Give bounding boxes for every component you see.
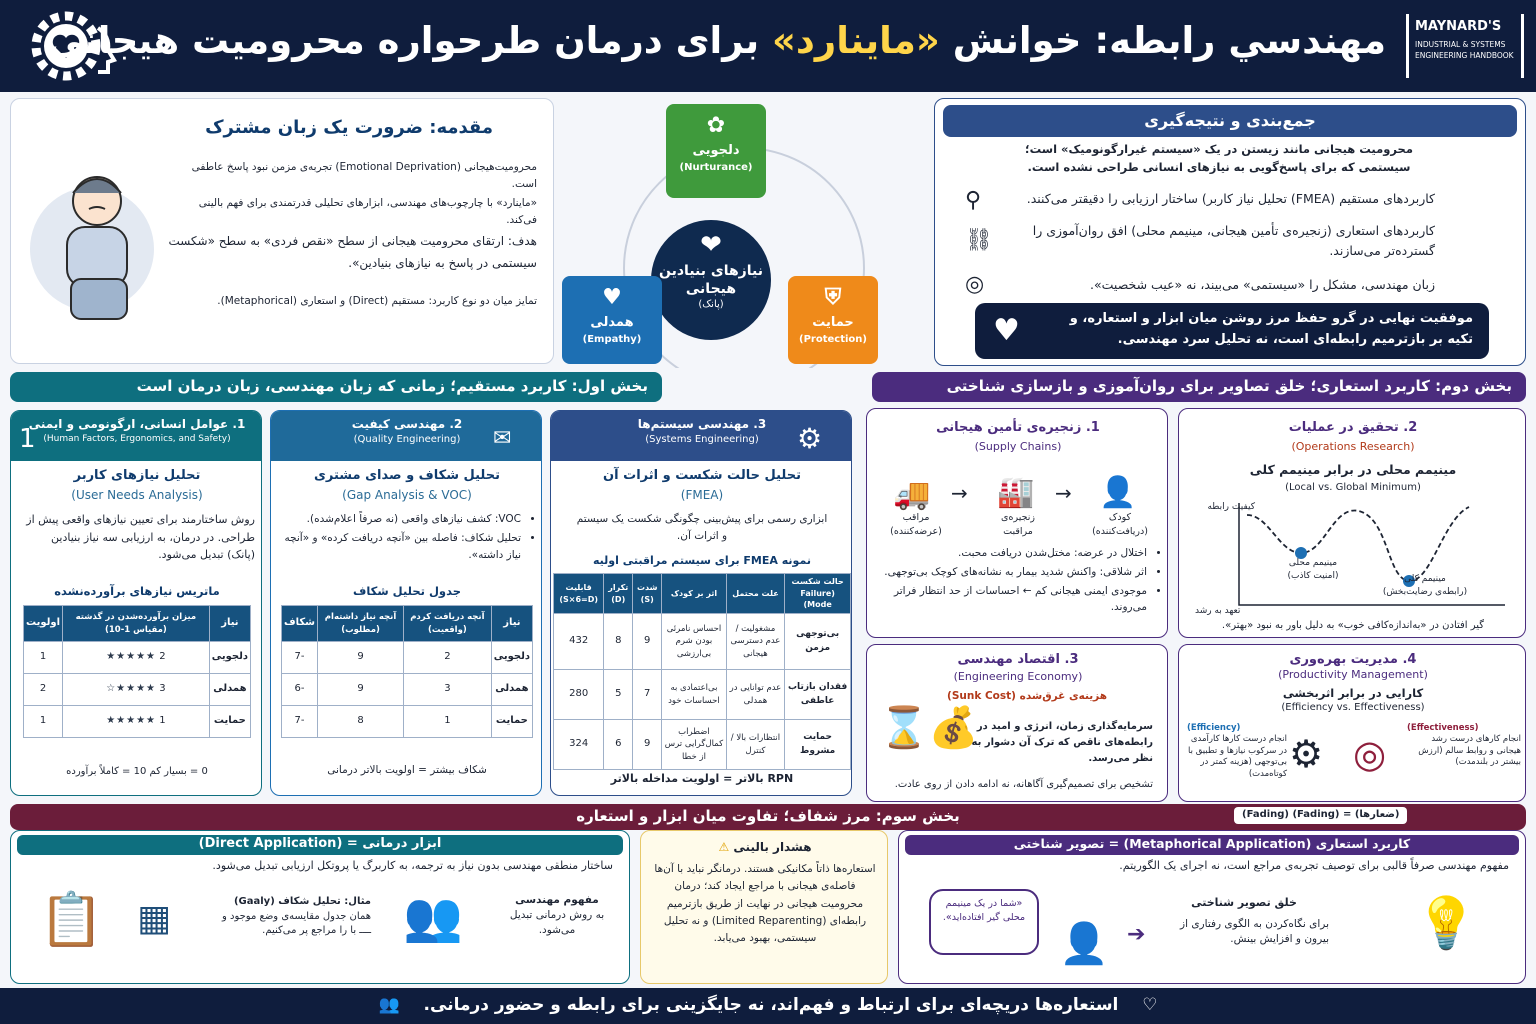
speech-bubbles-icon: ✉ [493,426,512,451]
checklist-icon: 📋 [39,890,104,950]
supply-node-chain: زنجیره‌ی مراقبت [1001,512,1035,537]
people-heart-icon: ♥ [602,285,622,310]
p2-card-3 [866,644,1168,802]
p1-card-3 [550,410,852,796]
shield-icon: ⛨ [824,285,842,310]
p2c3-title: 3. اقتصاد مهندسی [957,652,1079,667]
intro-p3: هدف: ارتقای محرومیت هیجانی از سطح «نقص فردی» به سطح «شکست سیستمی در پاسخ به نیازهای بنیادین». [168,234,537,270]
p1-card-1 [10,410,262,796]
p2-card-2 [1178,408,1526,638]
part3-bar: بخش سوم: مرز شفاف؛ تفاوت میان ابزار و استعاره (Fading) (Fading) = (ضعارها) [10,804,1526,830]
handbook-logo: MAYNARD'S INDUSTRIAL & SYSTEMS ENGINEERING HANDBOOK [1406,14,1524,78]
arrow-icon: → [951,481,968,505]
p2c3-bullet: تشخیص برای تصمیم‌گیری آگاهانه، نه ادامه دادن از روی عادت. [894,779,1153,790]
metaphorical-application-card [898,830,1526,984]
gear-icon: ⚙ [797,422,823,455]
p1c2-title: تحلیل شکاف و صدای مشتری [313,468,500,483]
p2c4-subtitle: کارایی در برابر اثربخشی [1282,686,1424,700]
magnifier-icon: ⚲ [965,188,982,213]
p2c2-note: گیر افتادن در «به‌اندازه‌کافی خوب» به دلیل باور به نبود «بهتر». [1221,620,1485,631]
therapy-session-icon: 👥 [403,889,463,945]
sprout-hand-icon: ✿ [706,113,726,138]
p1c1-title-en: (User Needs Analysis) [71,488,203,502]
number-badge: 1 [19,424,36,454]
warning-title: هشدار بالینی ⚠ [718,840,812,854]
p2-card-4 [1178,644,1526,802]
p1c3-title-en: (FMEA) [680,488,724,502]
p2c2-title-en: (Operations Research) [1291,440,1415,453]
heart-hands-icon: ♡ [1142,995,1158,1015]
p2c1-title: 1. زنجیره‌ی تأمین هیجانی [936,420,1100,435]
p1-card-2-header: 2. مهندسی کیفیت (Quality Engineering) [271,411,542,461]
fading-tag: (Fading) (Fading) = (ضعارها) [1234,807,1407,824]
gap-analysis-table: نیاز آنچه دریافت کردم (واقعیت) آنچه نیاز داشته‌ام (مطلوب) شکاف دلجویی 2 9 -7 همدلی 3 9 -6 حمایت 1 8 -7 [281,605,533,738]
p1c2-bullets: • VOC: کشف نیازهای واقعی (نه صرفاً اعلام‌شده). • تحلیل شکاف: فاصله بین «آنچه دریافت کرده» و «آنچه نیاز داشته». [281,511,535,565]
local-min-label: مینیمم محلی (امنیت کاذب) [1287,558,1339,582]
intro-p4: تمایز میان دو نوع کاربرد: مستقیم (Direct) و استعاری (Metaphorical). [217,295,537,307]
chain-link-icon: ⛓ [965,228,993,253]
money-bag-hourglass-icon: 💰⌛ [879,705,979,751]
summary-card [934,98,1526,366]
supply-node-child: کودک (دریافت‌کننده) [1092,512,1148,537]
direct-title: ابزار درمانی = (Direct Application) [17,835,623,855]
p2c4-title: 4. مدیریت بهره‌وری [1289,652,1417,667]
p2c3-title-en: (Engineering Economy) [953,670,1083,683]
footer-text: استعاره‌ها دریچه‌ای برای ارتباط و فهم‌اند، نه جایگزینی برای رابطه و حضور درمانی. [423,995,1119,1015]
child-icon: 👤 [1099,475,1137,510]
p2c2-subtitle-en: (Local vs. Global Minimum) [1285,482,1421,493]
global-min-label: مینیمم کلی (رابطه‌ی رضایت‌بخش) [1382,574,1468,598]
intro-title: مقدمه: ضرورت یک زبان مشترک [205,117,493,138]
head-lightbulb-icon: 💡 [1415,894,1478,952]
efficiency-block: (Efficiency) انجام درست کارها کارآمدی در سرکوب نیازها و تطبیق با بی‌توجهی (هزینه کمتر در کوتاه‌مدت) [1187,723,1287,779]
direct-concept: مفهوم مهندسی به روش درمانی تبدیل می‌شود. [509,894,605,937]
target-icon: ◎ [965,272,985,297]
target-arrow-icon: ◎ [1353,732,1387,776]
p1c1-note: 0 = بسیار کم 10 = کاملاً برآورده [66,766,208,777]
clinical-warning-card [640,830,888,984]
summary-i2: کاربردهای استعاری (زنجیره‌ی تأمین هیجانی، مینیمم محلی) افق روان‌آموزی را گسترده‌تر می‌سازند. [1032,223,1435,258]
p1c3-title: تحلیل حالت شکست و اثرات آن [603,468,801,483]
meta-bullet: مفهوم مهندسی صرفاً قالبی برای توصیف تجربه‌ی مراجع است، نه اجرای یک الگوریتم. [1119,859,1509,872]
p2c3-text: سرمایه‌گذاری زمان، انرژی و امید در رابطه‌های ناقص که ترک آن دشوار به نظر می‌رسد. [971,721,1153,764]
sad-child-icon [27,149,157,349]
curve-x-label: تعهد به رشد [1195,606,1241,616]
p1-card-2 [270,410,542,796]
intro-p1: محرومیت‌هیجانی (Emotional Deprivation) تجربه‌ی مزمن نبود پاسخ عاطفی است. [191,161,537,190]
p2c2-subtitle: مینیمم محلی در برابر مینیمم کلی [1249,462,1457,477]
truck-icon: 🚚 [893,477,931,512]
summary-title: جمع‌بندی و نتیجه‌گیری [943,105,1517,137]
factory-icon: 🏭 [997,475,1035,510]
fmea-table: حالت شکست (Failure Mode) علت محتمل اثر بر کودک شدت (S) تکرار (D) قابلیت (S×6=D) بی‌توجهی مزمن مشغولیت / عدم دسترسی هیجانی احساس نامرئی بودن شرم بی‌ارزشی 9 8 432 فقدان بازتاب عاطفی عدم توانایی در همدلی بی‌اعتمادی به احساسات خود 7 5 280 حمایت مشروط انتظارات بالا / کنترل اضطراب کمال‌گرایی ترس از خطا 9 6 324 [553,573,851,770]
p2c3-subtitle: هزینه‌ی غرق‌شده (Sunk Cost) [947,690,1107,702]
p1-card-3-header: 3. مهندسی سیستم‌ها (Systems Engineering) [551,411,852,461]
p1-card-1-header: 1. عوامل انسانی، ارگونومی و ایمنی (Human Factors, Ergonomics, and Safety) [11,411,262,461]
table-sheet-icon: ▦ [137,898,172,939]
heart-icon: ♥ [993,313,1020,348]
need-empathy: ♥ همدلی (Empathy) [562,276,662,364]
p1c3-note: RPN بالاتر = اولویت مداخله بالاتر [610,772,794,785]
arrow-icon: → [1055,481,1072,505]
page-title: مهندسي رابطه: خوانش «ماینارد» برای درمان طرحواره محرومیت هیجانی [46,19,1386,62]
warning-icon: ⚠ [718,840,730,854]
direct-bullet: ساختار منطقی مهندسی بدون نیاز به ترجمه، به کاربرگ یا پروتکل ارزیابی تبدیل می‌شود. [212,859,613,872]
quote-bubble: «شما در یک مینیمم محلی گیر افتاده‌اید». [929,889,1039,955]
direct-application-card [10,830,630,984]
p1c2-title-en: (Gap Analysis & VOC) [342,488,472,502]
gear-icon: ⚙ [1289,732,1324,776]
summary-i1: کاربردهای مستقیم (FMEA) تحلیل نیاز کاربر) ساختار ارزیابی را دقیقتر می‌کنند. [1026,191,1435,206]
summary-i3: زبان مهندسی، مشکل را «سیستمی» می‌بیند، نه «عیب شخصیت». [1090,277,1435,292]
intro-p2: «ماینارد» با چارچوب‌های مهندسی، ابزارهای تحلیلی قدرتمندی برای فهم بالینی فی‌کند. [198,197,537,226]
person-icon: 👤 [1059,921,1109,967]
p1c1-title: تحلیل نیازهای کاربر [73,468,201,483]
meta-title: کاربرد استعاری (Metaphorical Application) = تصویر شناختی [905,835,1519,855]
part2-bar: بخش دوم: کاربرد استعاری؛ خلق تصاویر برای روان‌آموزی و بازسازی شناختی [872,372,1526,402]
p1c2-note: شکاف بیشتر = اولویت بالاتر درمانی [327,764,487,776]
p2c1-title-en: (Supply Chains) [974,440,1062,453]
p2c4-subtitle-en: (Efficiency vs. Effectiveness) [1281,702,1425,713]
part1-bar: بخش اول: کاربرد مستقیم؛ زمانی که زبان مهندسی، زبان درمان است [10,372,662,402]
page-footer [0,988,1536,1024]
effectiveness-block: (Effectiveness) انجام کارهای درست رشد هیجانی و روابط سالم (ارزش بیشتر در بلندمدت) [1407,723,1521,768]
p1c2-table-title: جدول تحلیل شکاف [353,584,461,598]
p2-card-1 [866,408,1168,638]
p2c1-bullets: • اختلال در عرضه: مختل‌شدن دریافت محبت. • اثر شلاقی: واکنش شدید بیمار به نشانه‌های کوچک بی‌توجهی. • موجودی ایمنی هیجانی کم ← احساسات از حد انتظار فراتر می‌روند. [877,545,1161,618]
summary-p1: محرومیت هیجانی مانند زیستن در یک «سیستم غیرارگونومیک» است؛ سیستمی که برای پاسخ‌گویی به نیازهای انسانی طراحی نشده است. [1025,142,1413,174]
warning-text: استعاره‌ها ذاتاً مکانیکی هستند. درمانگر نباید با آن‌ها فاصله‌ی هیجانی با مراجع ایجاد کند؛ درمان محرومیت هیجانی در نهایت از طریق بازترمیم رابطه‌ای (Limited Reparenting) و نه تحلیل سیستمی، بهبود می‌یابد. [654,863,876,945]
p1c1-table-title: ماتریس نیازهای برآورده‌نشده [54,584,220,598]
needs-matrix-table: نیاز میزان برآورده‌شدن در گذشته (مقیاس 1-10) اولویت دلجویی 2 ★★★★★ 1 همدلی 3 ★★★★☆ 2 حمایت 1 ★★★★★ 1 [23,605,251,738]
hands-heart-icon: ❤ [700,230,722,260]
curve-y-label: کیفیت رابطه [1207,502,1255,512]
intro-card [10,98,554,364]
need-protection: ⛨ حمایت (Protection) [788,276,878,364]
p1c3-text: ابزاری رسمی برای پیش‌بینی چگونگی شکست یک سیستم و اثرات آن. [576,513,828,542]
direct-example: مثال: تحلیل شکاف (Gaaly) همان جدول مقایسه‌ی وضع موجود و ــــ با را مراجع پر می‌کنیم. [221,896,371,936]
p2c2-title: 2. تحقیق در عملیات [1288,420,1418,435]
p1c1-text: روش ساختارمند برای تعیین نیازهای واقعی پیش از طراحی. در درمان، به ارزیابی سه نیاز بنیادین (پانک) تبدیل می‌شود. [26,513,255,562]
p1c3-table-title: نمونه FMEA برای سیستم مراقبتی اولیه [593,554,811,567]
summary-box: موفقیت نهایی در گرو حفظ مرز روشن میان ابزار و استعاره، و تکیه بر بازترمیم رابطه‌ای است، نه تحلیل سرد مهندسی. [975,303,1489,359]
page-header [0,0,1536,92]
need-nurturance: ✿ دلجویی (Nurturance) [666,104,766,198]
needs-diagram [560,100,926,368]
arrow-right-icon: ➔ [1127,922,1146,947]
supply-node-caregiver: مراقب (عرضه‌کننده) [890,512,942,537]
meta-image: خلق تصویر شناختی برای نگاه‌کردن به الگوی رفتاری از بیرون و افزایش بینش. [1180,896,1329,946]
p2c4-title-en: (Productivity Management) [1278,668,1428,681]
people-icon: 👥 [378,995,400,1015]
core-needs-circle: ❤ نیازهای بنیادین هیجانی (پانک) [651,220,771,340]
